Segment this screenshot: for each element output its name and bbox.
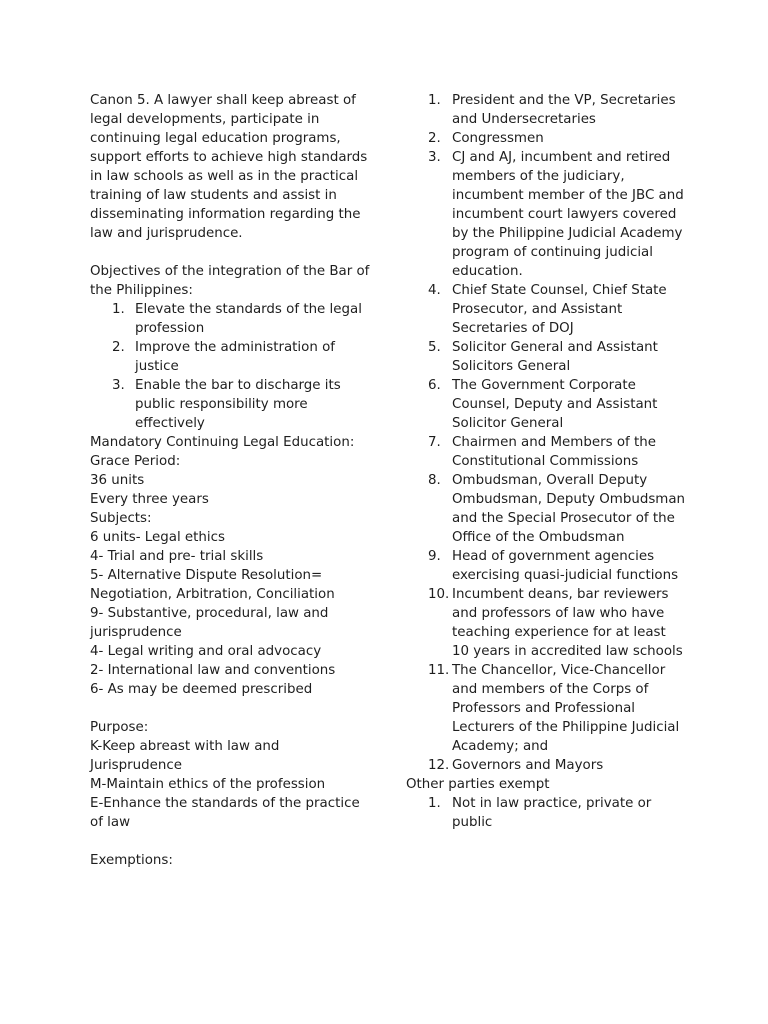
list-item <box>406 547 686 585</box>
list-item-text: Elevate the standards of the legal profession <box>135 302 362 336</box>
list-item-text: Head of government agencies exercising quasi-judicial functions <box>452 549 679 583</box>
list-number: 8. <box>428 473 441 488</box>
list-item <box>406 471 686 547</box>
exempt-list <box>406 91 686 775</box>
spacer <box>90 832 370 851</box>
subject-line: 5- Alternative Dispute Resolution= Negotiation, Arbitration, Conciliation <box>90 568 335 602</box>
list-item <box>90 376 370 433</box>
list-item <box>406 376 686 433</box>
list-item <box>90 300 370 338</box>
list-item-text: Incumbent deans, bar reviewers and professors of law who have teaching experience for at least 10 years in accredited law schools <box>452 587 683 659</box>
list-item <box>406 661 686 756</box>
right-column <box>406 91 686 832</box>
purpose-heading: Purpose: <box>90 720 149 735</box>
list-item-text: CJ and AJ, incumbent and retired members of the judiciary, incumbent member of the JBC and incumbent court lawyers covered by the Philippine Judicial Academy program of continuing judicial education. <box>452 150 684 279</box>
spacer <box>90 243 370 262</box>
list-number: 1. <box>428 796 441 811</box>
left-column <box>90 91 370 870</box>
purpose-line: K-Keep abreast with law and Jurisprudence <box>90 739 280 773</box>
list-item-text: Chief State Counsel, Chief State Prosecutor, and Assistant Secretaries of DOJ <box>452 283 667 336</box>
list-item <box>406 794 686 832</box>
list-item-text: Congressmen <box>452 131 544 146</box>
subjects-heading: Subjects: <box>90 511 152 526</box>
subject-line: 6- As may be deemed prescribed <box>90 682 313 697</box>
list-number: 6. <box>428 378 441 393</box>
list-item <box>90 338 370 376</box>
list-number: 3. <box>112 378 125 393</box>
list-number: 2. <box>112 340 125 355</box>
list-item-text: The Chancellor, Vice-Chancellor and members of the Corps of Professors and Professional Lecturers of the Philippine Judicial Academy; and <box>452 663 680 754</box>
grace-period-label: Grace Period: <box>90 454 181 469</box>
purpose-line: E-Enhance the standards of the practice of law <box>90 796 360 830</box>
subject-line: 2- International law and conventions <box>90 663 336 678</box>
units-line: 36 units <box>90 473 145 488</box>
objectives-heading: Objectives of the integration of the Bar of the Philippines: <box>90 264 370 298</box>
list-item-text: Improve the administration of justice <box>135 340 335 374</box>
list-item <box>406 281 686 338</box>
list-item-text: Governors and Mayors <box>452 758 604 773</box>
list-item-text: Chairmen and Members of the Constitutional Commissions <box>452 435 656 469</box>
list-item <box>406 338 686 376</box>
list-number: 5. <box>428 340 441 355</box>
list-item-text: Ombudsman, Overall Deputy Ombudsman, Deputy Ombudsman and the Special Prosecutor of the Office of the Ombudsman <box>452 473 686 545</box>
list-number: 2. <box>428 131 441 146</box>
list-number: 1. <box>428 93 441 108</box>
canon-paragraph: Canon 5. A lawyer shall keep abreast of legal developments, participate in continuing legal education programs, support efforts to achieve high standards in law schools as well as in the practical training of law students and assist in disseminating information regarding the law and jurisprudence. <box>90 93 368 241</box>
purpose-line: M-Maintain ethics of the profession <box>90 777 326 792</box>
other-exempt-heading: Other parties exempt <box>406 777 550 792</box>
frequency-line: Every three years <box>90 492 209 507</box>
list-number: 7. <box>428 435 441 450</box>
other-exempt-list <box>406 794 686 832</box>
subject-line: 6 units- Legal ethics <box>90 530 225 545</box>
mcle-heading: Mandatory Continuing Legal Education: <box>90 435 355 450</box>
list-item <box>406 756 686 775</box>
subject-line: 4- Trial and pre- trial skills <box>90 549 264 564</box>
list-item-text: Not in law practice, private or public <box>452 796 652 830</box>
list-item-text: Enable the bar to discharge its public responsibility more effectively <box>135 378 341 431</box>
list-number: 1. <box>112 302 125 317</box>
list-item <box>406 433 686 471</box>
list-number: 10. <box>428 587 450 602</box>
list-item-text: Solicitor General and Assistant Solicitors General <box>452 340 658 374</box>
subject-line: 9- Substantive, procedural, law and jurisprudence <box>90 606 329 640</box>
list-item <box>406 91 686 129</box>
list-item <box>406 129 686 148</box>
list-number: 9. <box>428 549 441 564</box>
spacer <box>90 699 370 718</box>
objectives-list <box>90 300 370 433</box>
subject-line: 4- Legal writing and oral advocacy <box>90 644 322 659</box>
list-number: 11. <box>428 663 450 678</box>
list-item <box>406 148 686 281</box>
list-item-text: President and the VP, Secretaries and Undersecretaries <box>452 93 676 127</box>
exemptions-heading: Exemptions: <box>90 853 173 868</box>
list-number: 12. <box>428 758 450 773</box>
list-number: 4. <box>428 283 441 298</box>
list-item <box>406 585 686 661</box>
list-item-text: The Government Corporate Counsel, Deputy and Assistant Solicitor General <box>452 378 658 431</box>
list-number: 3. <box>428 150 441 165</box>
